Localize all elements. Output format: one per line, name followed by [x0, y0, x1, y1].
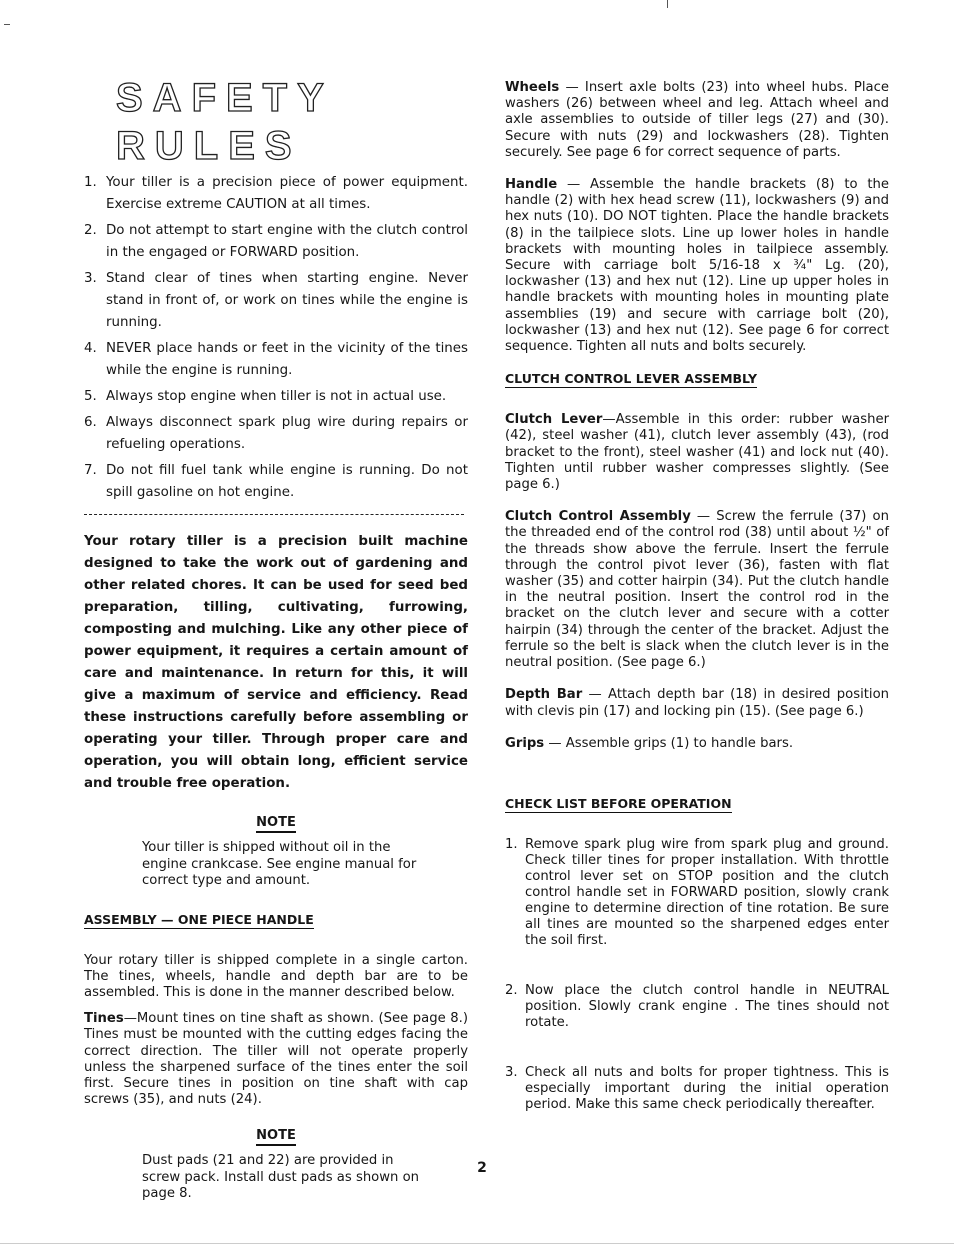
note-heading-2 [84, 1128, 468, 1143]
rule-text: Your tiller is a precision piece of power equipment. Exercise extreme CAUTION at all times. [106, 175, 468, 212]
depth-bar-paragraph [505, 687, 889, 719]
safety-rule [84, 172, 468, 216]
safety-rule [84, 268, 468, 334]
safety-rule [84, 460, 468, 504]
checklist-text: Check all nuts and bolts for proper tightness. This is especially important during the initial operation period. Make this same check periodically thereafter. [525, 1064, 889, 1112]
dashed-divider [84, 514, 464, 515]
rule-number: 1. [84, 175, 97, 190]
scan-mark-bottom [0, 1243, 954, 1244]
checklist-item [505, 837, 889, 949]
right-column [505, 80, 889, 1147]
assembly-heading [84, 912, 468, 927]
rule-number: 6. [84, 415, 97, 430]
tines-paragraph [84, 1011, 468, 1108]
assembly-paragraph: Your rotary tiller is shipped complete in a single carton. The tines, wheels, handle and depth bar are to be assembled. This is done in the manner described below. [84, 952, 468, 1000]
rule-number: 7. [84, 463, 97, 478]
rule-number: 4. [84, 341, 97, 356]
rule-text: NEVER place hands or feet in the vicinity of the tines while the engine is running. [106, 341, 468, 378]
scan-mark-left [4, 24, 10, 25]
tines-label: Tines [84, 1011, 124, 1027]
checklist-number: 3. [505, 1064, 518, 1080]
wheels-paragraph [505, 80, 889, 161]
page-title: SAFETY RULES [116, 76, 334, 168]
rule-number: 5. [84, 389, 97, 404]
intro-paragraph: Your rotary tiller is a precision built machine designed to take the work out of gardening and other related chores. It can be used for seed bed preparation, tilling, cultivating, furrowing, composting and mulching. Like any other piece of power equipment, it requires a certain amount of care and maintenance. In return for this, it will give a maximum of service and efficiency. Read these instructions carefully before assembling or operating your tiller. Through proper care and operation, you will obtain long, efficient service and trouble free operation. [84, 534, 468, 791]
clutch-lever-paragraph [505, 412, 889, 493]
handle-paragraph [505, 177, 889, 355]
wheels-text: — Insert axle bolts (23) into wheel hubs. Place washers (26) between wheel and leg. Attach wheel and axle assemblies to outside of tiller legs (27) and (30). Secure with nuts (29) and lockwashers (28). Tighten securely. See page 6 for correct sequence of parts. [505, 80, 889, 160]
safety-rule [84, 338, 468, 382]
page-number: 2 [477, 1160, 487, 1176]
safety-rule [84, 412, 468, 456]
clutch-control-label: Clutch Control Assembly [505, 509, 691, 525]
clutch-lever-label: Clutch Lever [505, 412, 603, 428]
grips-paragraph [505, 736, 889, 752]
rule-text: Do not fill fuel tank while engine is running. Do not spill gasoline on hot engine. [106, 463, 468, 500]
checklist [505, 837, 889, 1113]
clutch-heading [505, 371, 889, 386]
note-text: Your tiller is shipped without oil in the engine crankcase. See engine manual for correct type and amount. [142, 840, 417, 888]
tines-text: —Mount tines on tine shaft as shown. (See page 8.) Tines must be mounted with the cutting edges facing the correct direction. The tiller will not operate properly unless the sharpened surface of the tines enter the soil first. Secure tines in position on tine shaft with cap screws (35), and nuts (24). [84, 1011, 468, 1108]
note-text-2: Dust pads (21 and 22) are provided in screw pack. Install dust pads as shown on page 8. [142, 1153, 420, 1202]
checklist-heading-text: CHECK LIST BEFORE OPERATION [505, 795, 732, 811]
checklist-heading [505, 796, 889, 811]
checklist-item [505, 1065, 889, 1113]
note-heading-text: NOTE [256, 815, 296, 833]
clutch-lever-text: —Assemble in this order: rubber washer (42), steel washer (41), clutch lever assembly (43), (rod bracket to the front), steel washer (41) and lock nut (40). Tighten until rubber washer compresses slightly. (See page 6.) [505, 412, 889, 493]
clutch-heading-text: CLUTCH CONTROL LEVER ASSEMBLY [505, 371, 758, 387]
safety-rule [84, 220, 468, 264]
depth-bar-label: Depth Bar [505, 687, 583, 703]
handle-label: Handle [505, 177, 558, 193]
note-heading [84, 815, 468, 830]
rule-text: Always stop engine when tiller is not in actual use. [106, 389, 447, 404]
rule-text: Always disconnect spark plug wire during repairs or refueling operations. [106, 415, 468, 452]
rule-text: Do not attempt to start engine with the clutch control in the engaged or FORWARD position. [106, 223, 468, 260]
grips-label: Grips [505, 735, 545, 751]
safety-rule [84, 386, 468, 408]
wheels-label: Wheels [505, 80, 560, 95]
rule-number: 2. [84, 223, 97, 238]
grips-text: — Assemble grips (1) to handle bars. [544, 735, 794, 751]
depth-bar-text: — Attach depth bar (18) in desired position with clevis pin (17) and locking pin (15). (See page 6.) [505, 687, 889, 719]
scan-mark-top [667, 0, 668, 8]
note-heading-text-2: NOTE [256, 1128, 296, 1146]
handle-text: — Assemble the handle brackets (8) to the handle (2) with hex head screw (11), lockwashers (9) and hex nuts (10). DO NOT tighten. Place the handle brackets (8) in the tailpiece slots. Line up lower holes in handle brackets with mounting holes in tailpiece assembly. Secure with carriage bolt 5/16-18 x ¾" Lg. (20), lockwasher (13) and hex nut (12). Line up upper holes in handle brackets with mounting holes in mounting plate assemblies (19) and secure with carriage bolt (20), lockwasher (13) and hex nut (12). See page 6 for correct sequence. Tighten all nuts and bolts securely. [505, 177, 889, 355]
checklist-item [505, 983, 889, 1031]
clutch-control-paragraph [505, 509, 889, 671]
clutch-control-text: — Screw the ferrule (37) on the threaded end of the control rod (38) until about ½" of the threads show above the ferrule. Insert the ferrule through the control pivot lever (36), fasten with flat washer (35) and cotter hairpin (34). Put the clutch handle in the neutral position. Insert the control rod in the bracket on the clutch lever and secure with a cotter hairpin (34) through the center of the bracket. Adjust the ferrule so the belt is slack when the clutch lever is in the neutral position. (See page 6.) [505, 509, 889, 671]
rule-number: 3. [84, 271, 97, 286]
checklist-text: Now place the clutch control handle in NEUTRAL position. Slowly crank engine . The tines should not rotate. [525, 982, 889, 1030]
assembly-heading-text: ASSEMBLY — ONE PIECE HANDLE [84, 911, 314, 927]
safety-rules-list [84, 172, 468, 504]
checklist-number: 1. [505, 836, 518, 852]
rule-text: Stand clear of tines when starting engine. Never stand in front of, or work on tines while the engine is running. [106, 271, 468, 330]
left-column [84, 74, 468, 1203]
checklist-number: 2. [505, 982, 518, 998]
checklist-text: Remove spark plug wire from spark plug and ground. Check tiller tines for proper installation. With throttle control lever set on STOP position and the clutch control handle set in FORWARD position, slowly crank engine to determine direction of tine rotation. Be sure all tines are mounted so the sharpened edges enter the soil first. [525, 836, 889, 948]
